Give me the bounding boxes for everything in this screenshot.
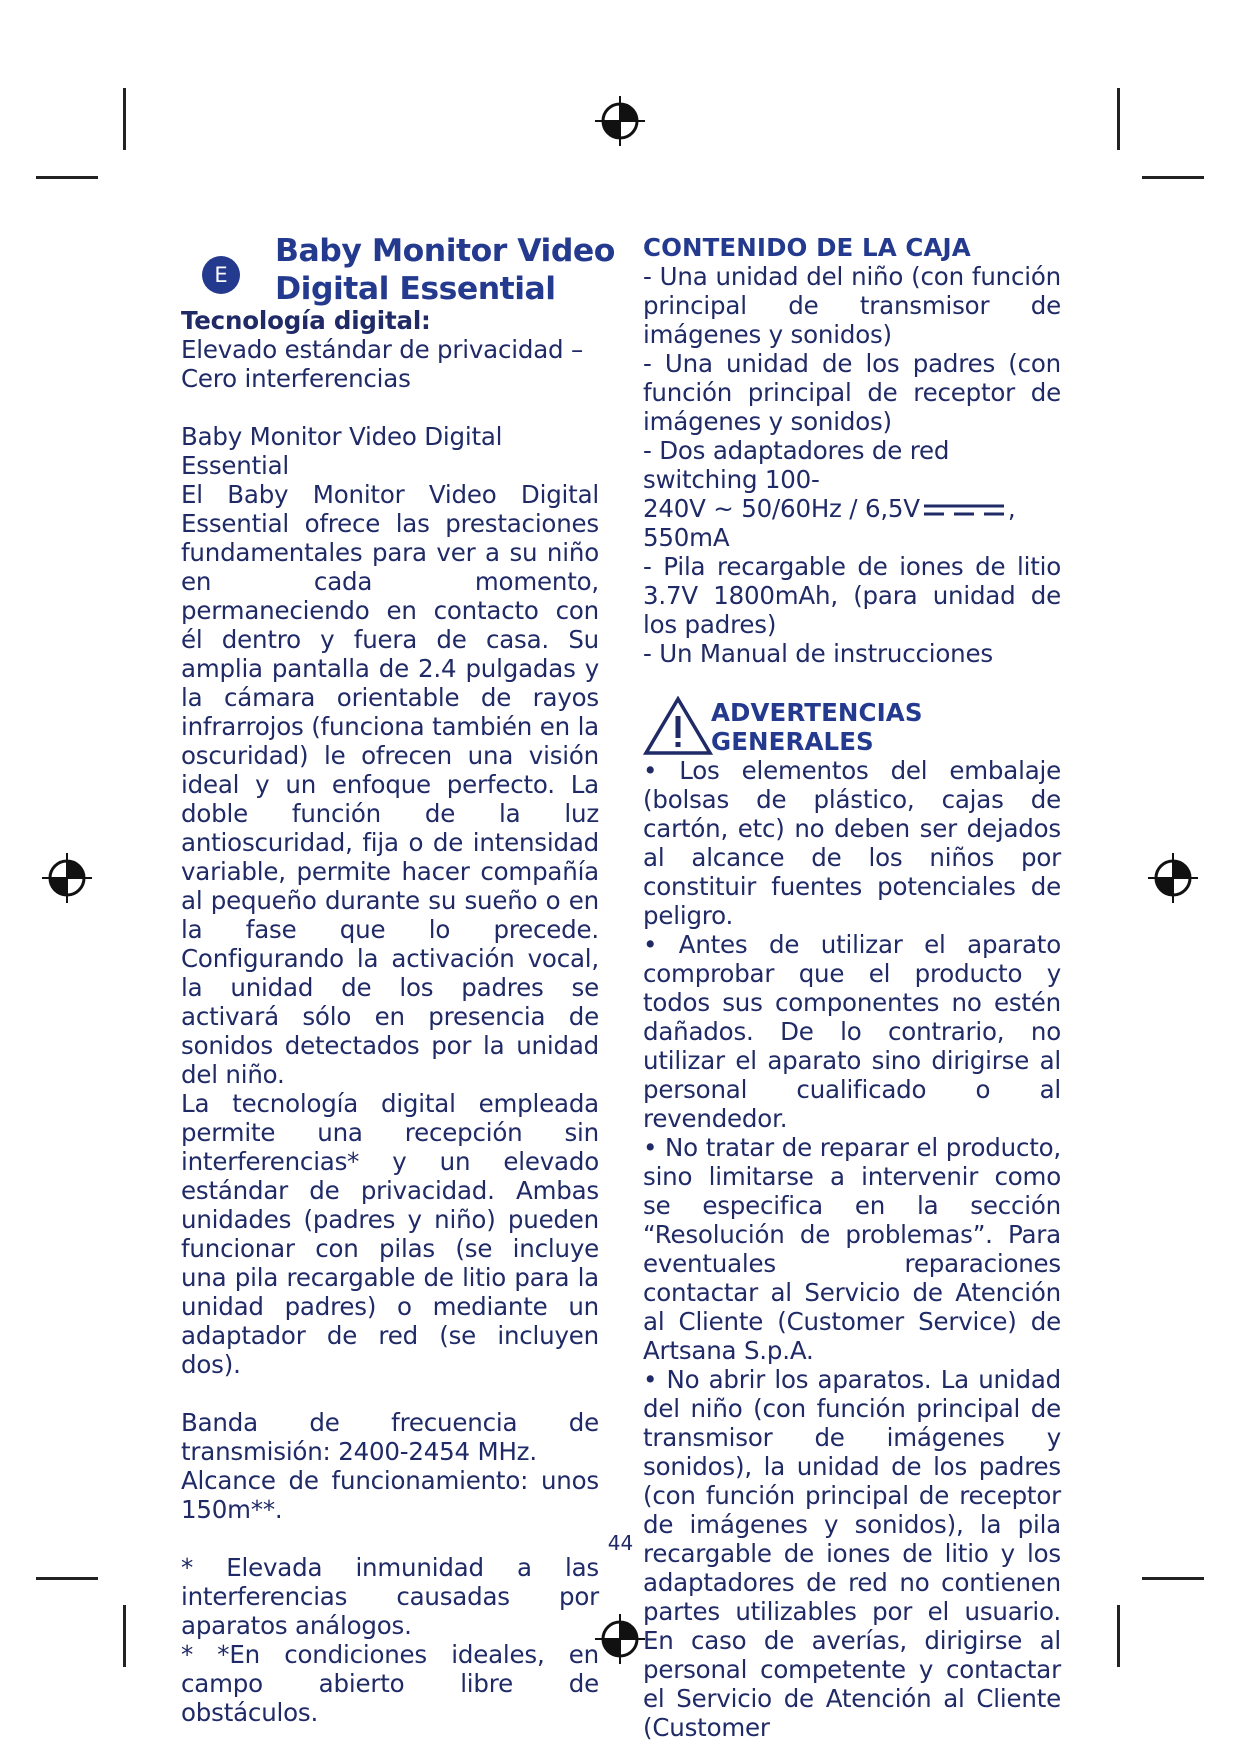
crop-mark [36, 176, 98, 179]
title-line-1: Baby Monitor Video [275, 233, 615, 269]
right-column [643, 233, 1061, 1742]
registration-mark-left [40, 851, 94, 905]
warning-4: • No abrir los aparatos. La unidad del niño (con función principal de transmisor de imágenes y sonidos), la unidad de los padres (con función principal de receptor de imágenes y sonidos), la pila recargable de iones de litio y los adaptadores de red no contienen partes utilizables por el usuario. En caso de averías, dirigirse al personal competente y contactar el Servicio de Atención al Cliente (Customer [643, 1365, 1061, 1742]
registration-mark-top [593, 94, 647, 148]
document-header [202, 232, 615, 312]
footnote-1: * Elevada inmunidad a las interferencias causadas por aparatos análogos. [181, 1553, 599, 1640]
title-line-2: Digital Essential [275, 271, 556, 307]
box-item-1: - Una unidad del niño (con función principal de transmisor de imágenes y sonidos) [643, 262, 1061, 349]
warning-3: • No tratar de reparar el producto, sino limitarse a intervenir como se especifica en la sección “Resolución de problemas”. Para eventuales reparaciones contactar al Servicio de Atención al Cliente (Customer Service) de Artsana S.p.A. [643, 1133, 1061, 1365]
language-badge: E [202, 256, 240, 294]
registration-mark-bottom [593, 1612, 647, 1666]
digital-tech-paragraph: La tecnología digital empleada permite una recepción sin interferencias* y un elevado estándar de privacidad. Ambas unidades (padres y niño) pueden funcionar con pilas (se incluye una pila recargable de litio para la unidad padres) o mediante un adaptador de red (se incluyen dos). [181, 1089, 599, 1379]
crop-mark [1142, 1577, 1204, 1580]
box-item-3-line-1: - Dos adaptadores de red switching 100- [643, 436, 950, 494]
page-title [275, 232, 615, 308]
box-item-3-line-2b: , 550mA [643, 494, 1016, 552]
dc-symbol-icon [922, 501, 1006, 519]
warning-1: • Los elementos del embalaje (bolsas de plástico, cajas de cartón, etc) no deben ser dejados al alcance de los niños por constituir fuentes potenciales de peligro. [643, 756, 1061, 930]
box-item-3 [643, 436, 1061, 552]
footnote-2: * *En condiciones ideales, en campo abierto libre de obstáculos. [181, 1640, 599, 1727]
box-item-3-line-2a: 240V ~ 50/60Hz / 6,5V [643, 494, 920, 523]
left-column [181, 306, 599, 1727]
warning-2: • Antes de utilizar el aparato comprobar que el producto y todos sus componentes no estén dañados. De lo contrario, no utilizar el aparato sino dirigirse al personal cualificado o al revendedor. [643, 930, 1061, 1133]
crop-mark [123, 88, 126, 150]
crop-mark [123, 1605, 126, 1667]
registration-mark-right [1146, 851, 1200, 905]
operating-range: Alcance de funcionamiento: unos 150m**. [181, 1466, 599, 1524]
product-name: Baby Monitor Video Digital Essential [181, 422, 503, 480]
crop-mark [36, 1577, 98, 1580]
warnings-heading: ADVERTENCIAS GENERALES [711, 698, 923, 756]
box-item-2: - Una unidad de los padres (con función principal de receptor de imágenes y sonidos) [643, 349, 1061, 436]
warnings-heading-row [643, 696, 1061, 756]
box-contents-heading: CONTENIDO DE LA CAJA [643, 233, 971, 262]
warning-triangle-icon [643, 696, 713, 756]
crop-mark [1117, 1605, 1120, 1667]
page-number: 44 [607, 1531, 634, 1555]
frequency-band: Banda de frecuencia de transmisión: 2400-2454 MHz. [181, 1408, 599, 1466]
crop-mark [1117, 88, 1120, 150]
box-item-5: - Un Manual de instrucciones [643, 639, 993, 668]
product-description: El Baby Monitor Video Digital Essential ofrece las prestaciones fundamentales para ver a su niño en cada momento, permaneciendo en contacto con él dentro y fuera de casa. Su amplia pantalla de 2.4 pulgadas y la cámara orientable de rayos infrarrojos (funciona también en la oscuridad) le ofrecen una visión ideal y un enfoque perfecto. La doble función de la luz antioscuridad, fija o de intensidad variable, permite hacer compañía al pequeño durante su sueño o en la fase que lo precede. Configurando la activación vocal, la unidad de los padres se activará sólo en presencia de sonidos detectados por la unidad del niño. [181, 480, 599, 1089]
box-item-4: - Pila recargable de iones de litio 3.7V 1800mAh, (para unidad de los padres) [643, 552, 1061, 639]
tech-heading: Tecnología digital: [181, 306, 431, 335]
tech-text: Elevado estándar de privacidad – Cero interferencias [181, 335, 584, 393]
crop-mark [1142, 176, 1204, 179]
